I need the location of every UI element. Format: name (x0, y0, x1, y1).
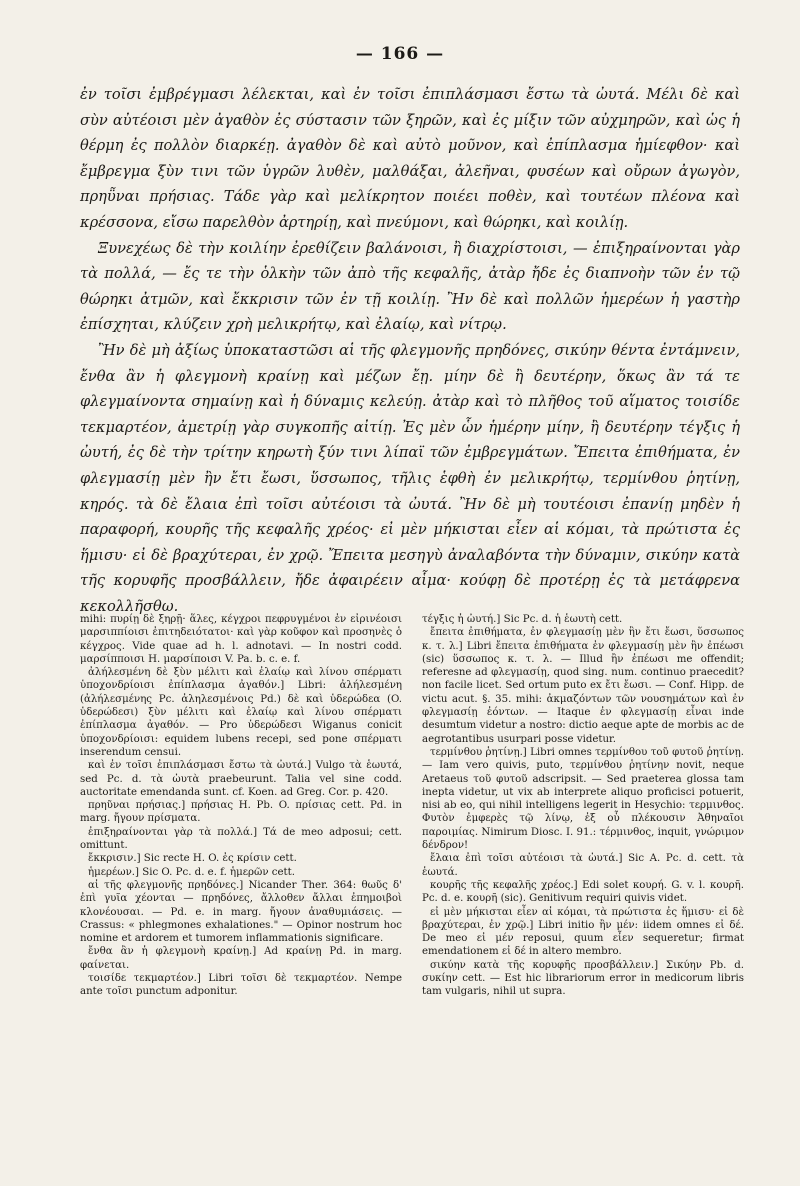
footnote: σικύην κατὰ τῆς κορυφῆς προσβάλλειν.] Σικύην Pb. d. συκίην cett. — Est hic librariorum error in medicorum libris tam vulgaris, nihil ut supra. (422, 959, 744, 998)
footnote: κουρῆς τῆς κεφαλῆς χρέος.] Edi solet κουρή. G. v. l. κουρῆ. Pc. d. e. κουρῆ (sic). Genitivum requiri quivis videt. (422, 879, 744, 905)
footnote: αἱ τῆς φλεγμονῆς πρηδόνες.] Nicander Ther. 364: θωῦς δ' ἐπὶ γυῖα χέονται — πρηδόνες, ἄλλοθεν ἄλλαι ἐπημοιβοὶ κλονέουσαι. — Pd. e. in marg. ἤγουν ἀναθυμιάσεις. — Crassus: « phlegmones exhalationes." — Opinor nostrum hoc nomine et ardorem et tumorem inflammationis significare. (80, 879, 402, 945)
footnote: ἀλήλεσμένη δὲ ξὺν μέλιτι καὶ ἐλαίῳ καὶ λίνου σπέρματι ὑποχονδρίοισι ἐπίπλασμα ἀγαθόν.] Libri: ἀλήλεσμένη (ἀλήλεσμένης Pc. ἀληλεσμένοις Pd.) δὲ καὶ ὑδερώδεα (O. ὑδερώδεσι) ξὺν μέλιτι καὶ ἐλαίῳ καὶ λίνου σπέρματι ἐπίπλασμα ἀγαθόν. — Pro ὑδερώδεσι Wiganus conicit ὑποχονδρίοισι: equidem lubens recepi, sed pone σπέρματι inserendum censui. (80, 667, 402, 758)
main-paragraph: Ξυνεχέως δὲ τὴν κοιλίην ἐρεθίζειν βαλάνοισι, ἢ διαχρίστοισι, — ἐπιξηραίνονται γὰρ τὰ πολλά, — ἔς τε τὴν ὁλκὴν τῶν ἀπὸ τῆς κεφαλῆς, ἀτὰρ ἤδε ἐς διαπνοὴν τῶν ἐν τῷ θώρηκι ἀτμῶν, καὶ ἔκκρισιν τῶν ἐν τῇ κοιλίῃ. Ἢν δὲ καὶ πολλῶν ἡμερέων ἡ γαστὴρ ἐπίσχηται, κλύζειν χρὴ μελικρήτῳ, καὶ ἐλαίῳ, καὶ νίτρῳ. (80, 239, 740, 334)
footnote: ἔνθα ἂν ἡ φλεγμονὴ κραίνῃ.] Ad κραίνῃ Pd. in marg. φαίνεται. (80, 946, 402, 971)
footnote: ἔλαια ἐπὶ τοῖσι αὐτέοισι τὰ ὠυτά.] Sic A. Pc. d. cett. τὰ ἑωυτά. (422, 853, 744, 878)
main-paragraph: ἐν τοῖσι ἐμβρέγμασι λέλεκται, καὶ ἐν τοῖσι ἐπιπλάσμασι ἔστω τὰ ὠυτά. Μέλι δὲ καὶ σὺν αὐτέοισι μὲν ἀγαθὸν ἐς σύστασιν τῶν ξηρῶν, καὶ ἐς μίξιν τῶν αὐχμηρῶν, καὶ ὡς ἡ θέρμη ἐς πολλὸν διαρκέῃ. ἀγαθὸν δὲ καὶ αὐτὸ μοῦνον, καὶ ἐπίπλασμα ἡμίεφθον· καὶ ἔμβρεγμα ξὺν τινι τῶν ὑγρῶν λυθὲν, μαλθάξαι, ἀλεῆναι, φυσέων καὶ οὔρων ἀγωγὸν, πρηῧναι πρήσιας. Τάδε γὰρ καὶ μελίκρητον ποιέει ποθὲν, καὶ τουτέων πλέονα καὶ κρέσσονα, εἴσω παρελθὸν ἀρτηρίῃ, καὶ πνεύμονι, καὶ θώρηκι, καὶ κοιλίῃ. (80, 86, 740, 231)
footnote: τοισίδε τεκμαρτέον.] Libri τοῖσι δὲ τεκμαρτέον. Nempe ante τοῖσι punctum adponitur. (80, 973, 402, 998)
footnote: εἰ μὲν μήκισται εἶεν αἱ κόμαι, τὰ πρώτιστα ἐς ἥμισυ· εἰ δὲ βραχύτεραι, ἐν χρῷ.] Libri initio ἢν μέν: iidem omnes εἰ δέ. De meo εἰ μέν reposui, quum εἶεν sequeretur; firmat emendationem εἰ δέ in altero membro. (422, 906, 744, 958)
footnote: mihi: πυρίῃ δὲ ξηρῇ· ἅλες, κέγχροι πεφρυγμένοι ἐν εἰρινέοισι μαρσιππίοισι ἐπιτηδειότατοι· καὶ γὰρ κοῦφον καὶ προσηνὲς ὁ κέγχρος. Vide quae ad h. l. adnotavi. — In nostri codd. μαρσίπποισι H. μαρσίποισι V. Pa. b. c. e. f. (80, 614, 402, 665)
footnote: ἡμερέων.] Sic O. Pc. d. e. f. ἡμερῶν cett. (88, 866, 295, 878)
footnote: ἐπιξηραίνονται γὰρ τὰ πολλά.] Τά de meo adposui; cett. omittunt. (80, 826, 402, 852)
footnote: ἔκκρισιν.] Sic recte H. O. ἐς κρίσιν cett. (88, 853, 297, 865)
main-text (80, 82, 740, 619)
footnote: καὶ ἐν τοῖσι ἐπιπλάσμασι ἔστω τὰ ὠυτά.] Vulgo τὰ ἑωυτά, sed Pc. d. τὰ ὠυτὰ praebeurunt. Talia vel sine codd. auctoritate emendanda sunt. cf. Koen. ad Greg. Cor. p. 420. (80, 760, 402, 798)
footnote: πρηῦναι πρήσιας.] πρήσιας H. Pb. O. πρίσιας cett. Pd. in marg. ἤγουν πρίσματα. (80, 800, 402, 825)
page-number: — 166 — (355, 44, 445, 64)
footnote: τερμίνθου ῥητίνῃ.] Libri omnes τερμίνθου τοῦ φυτοῦ ῥητίνῃ. — Iam vero quivis, puto, τερμίνθου ῥητίνην novit, neque Aretaeus τοῦ φυτοῦ adscripsit. — Sed praeterea glossa tam inepta videtur, ut vix ab interprete aliquo proficisci potuerit, nisi ab eo, qui nihil intelligens legerit in Hesychio: τερμινθος. Φυτὸν ἐμφερὲς τῷ λίνῳ, ἐξ οὗ πλέκουσιν Ἀθηναῖοι παροιμίας. Nimirum Diosc. I. 91.: τέρμινθος, inquit, γνώριμον δένδρον! (422, 746, 744, 852)
main-paragraph: Ἢν δὲ μὴ ἀξίως ὑποκαταστῶσι αἱ τῆς φλεγμονῆς πρηδόνες, σικύην θέντα ἐντάμνειν, ἔνθα ἂν ἡ φλεγμονὴ κραίνῃ καὶ μέζων ἔῃ. μίην δὲ ἢ δευτέρην, ὅκως ἂν τά τε φλεγμαίνοντα σημαίνῃ καὶ ἡ δύναμις κελεύῃ. ἀτὰρ καὶ τὸ πλῆθος τοῦ αἵματος τοισίδε τεκμαρτέον, ἀμετρίῃ γὰρ συγκοπῆς αἰτίῃ. Ἐς μὲν ὧν ἡμέρην μίην, ἢ δευτέρην τέγξις ἡ ὠυτή, ἐς δὲ τὴν τρίτην κηρωτὴ ξύν τινι λίπαϊ τῶν ἐμβρεγμάτων. Ἔπειτα ἐπιθήματα, ἐν φλεγμασίῃ μὲν ἢν ἔτι ἔωσι, ὕσσωπος, τῆλις ἑφθὴ ἐν μελικρήτῳ, τερμίνθου ῥητίνῃ, κηρός. τὰ δὲ ἔλαια ἐπὶ τοῖσι αὐτέοισι τὰ ὠυτά. Ἢν δὲ μὴ τουτέοισι ἐπανίῃ μηδὲν ἡ παραφορή, κουρῆς τῆς κεφαλῆς χρέος· εἰ μὲν μήκισται εἶεν αἱ κόμαι, τὰ πρώτιστα ἐς ἥμισυ· εἰ δὲ βραχύτεραι, ἐν χρῷ. Ἔπειτα μεσηγὺ ἀναλαβόντα τὴν δύναμιν, σικύην κατὰ τῆς κορυφῆς προσβάλλειν, ἤδε ἀφαιρέειν αἷμα· κούφῃ δὲ προτέρῃ ἐς τὰ μετάφρενα κεκολλῆσθω. (80, 341, 740, 615)
footnote: τέγξις ἡ ὠυτή.] Sic Pc. d. ἡ ἑωυτὴ cett. (422, 614, 623, 625)
footnote: ἔπειτα ἐπιθήματα, ἐν φλεγμασίῃ μὲν ἢν ἔτι ἔωσι, ὕσσωπος κ. τ. λ.] Libri ἔπειτα ἐπιθήματα ἐν φλεγμασίῃ μὲν ἢν ἐπέωσι (sic) ὕσσωπος κ. τ. λ. — Illud ἢν ἐπέωσι me offendit; referesne ad φλεγμασίῃ, quod sing. num. continuo praecedit? non facile licet. Sed ortum puto ex ἔτι ἔωσι. — Conf. Hipp. de victu acut. §. 35. mihi: ἀκμαζόντων τῶν νουσημάτων καὶ ἐν φλεγμασίῃ ἐόντων. — Itaque ἐν φλεγμασίῃ εἶναι inde desumtum videtur a nostro: dictio aeque apte de morbis ac de aegrotantibus usurpari posse videtur. (422, 627, 744, 745)
footnotes-right-column (422, 613, 744, 999)
footnotes (80, 613, 744, 999)
footnotes-left-column (80, 613, 402, 999)
